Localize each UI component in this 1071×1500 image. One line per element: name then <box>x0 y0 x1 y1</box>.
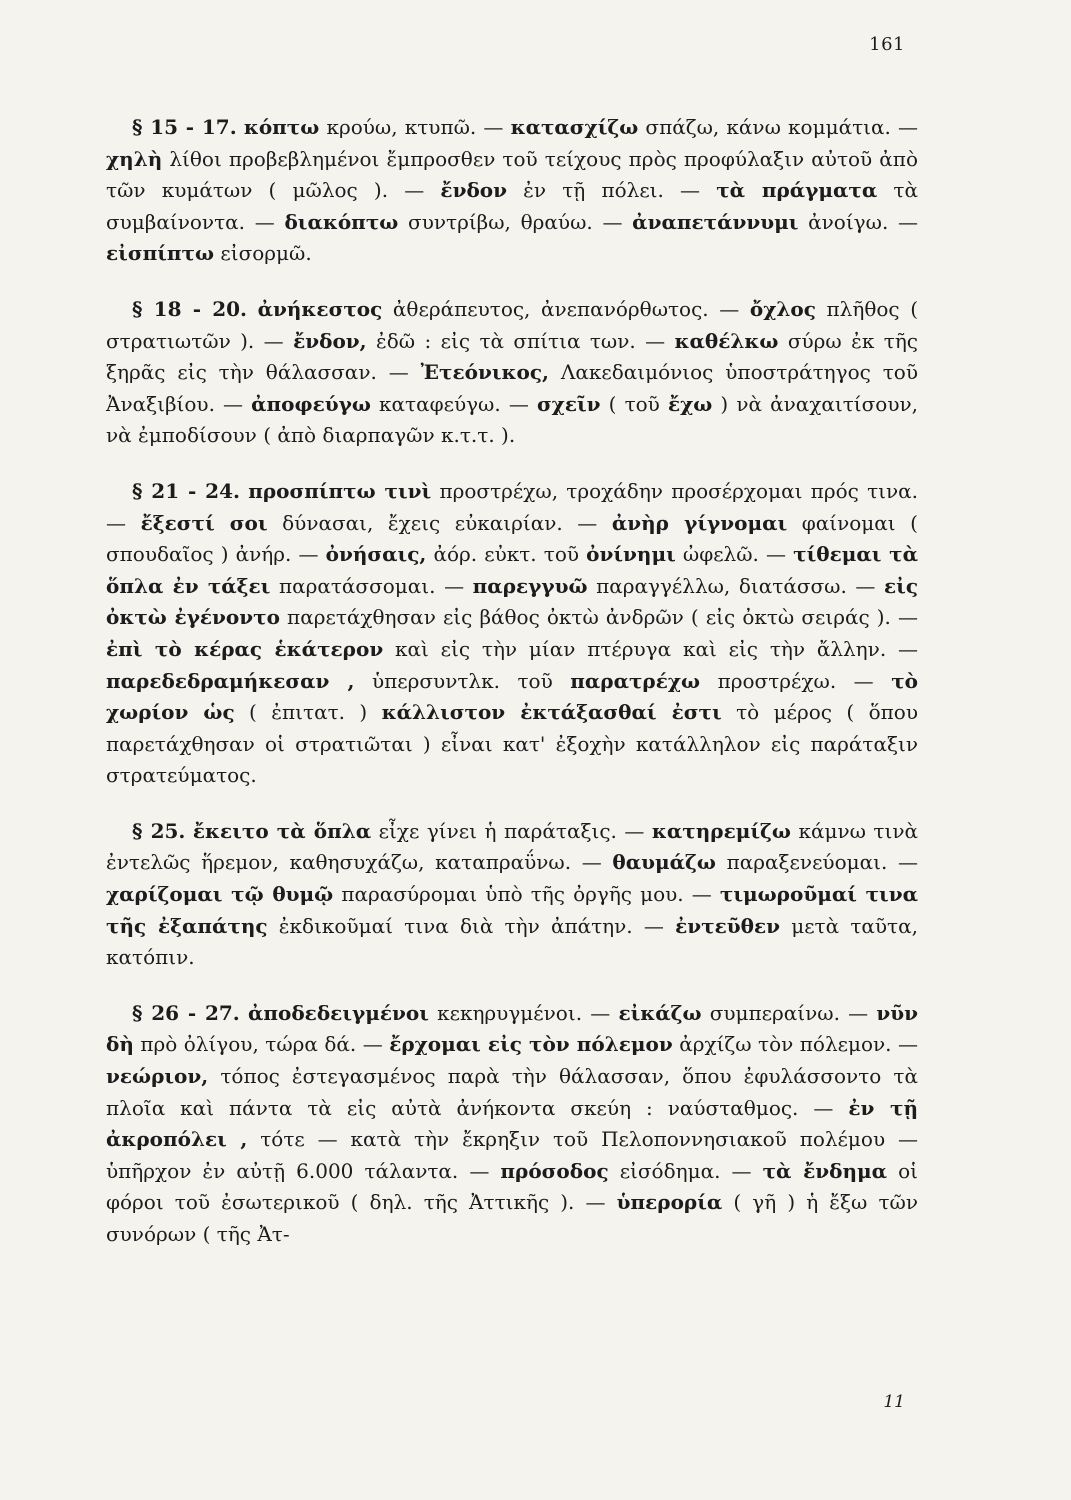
definition: ἐν τῇ πόλει. — <box>507 178 717 203</box>
section-18-20 <box>106 294 918 452</box>
lemma: ὀνήσαις, <box>325 542 427 567</box>
definition: κεκηρυγμένοι. — <box>428 1000 619 1025</box>
definition: καὶ εἰς τὴν μίαν πτέρυγα καὶ εἰς τὴν ἄλλην. — <box>383 636 918 661</box>
lemma: ἔκειτο τὰ ὅπλα <box>192 818 372 843</box>
page-number: 161 <box>869 34 905 55</box>
lemma: παρεγγυῶ <box>472 573 588 598</box>
section-26-27 <box>106 998 918 1251</box>
definition: πρὸ ὀλίγου, τώρα δά. — <box>133 1032 390 1057</box>
lemma: χηλὴ <box>106 146 163 171</box>
lemma: σχεῖν <box>536 391 601 416</box>
lemma: ἐν τῇ ἀκροπόλει , <box>106 1095 918 1152</box>
definition: ἀθεράπευτος, ἀνεπανόρθωτος. — <box>382 296 750 321</box>
definition: οἱ φόροι τοῦ ἐσωτερικοῦ ( δηλ. τῆς Ἀττικῆς ). — <box>106 1158 919 1215</box>
definition: παρετάχθησαν εἰς βάθος ὀκτὼ ἀνδρῶν ( εἰς ὀκτὼ σειράς ). — <box>279 605 919 630</box>
lemma: ἔρχομαι εἰς τὸν πόλεμον <box>389 1032 673 1057</box>
section-text <box>106 816 918 974</box>
definition: ( γῆ ) ἡ ἔξω τῶν συνόρων ( τῆς Ἀτ- <box>106 1190 918 1246</box>
definition: προστρέχω, τροχάδην προσέρχομαι πρός τινα. — <box>106 478 918 535</box>
lemma: εἰσπίπτω <box>106 241 215 266</box>
lemma: ἀποφεύγω <box>251 391 371 416</box>
section-25 <box>106 816 918 974</box>
lemma: προσπίπτω τινὶ <box>248 478 432 503</box>
definition: Λακεδαιμόνιος ὑποστράτηγος τοῦ Ἀναξιβίου. — <box>106 360 918 416</box>
lemma: ἀνὴρ γίγνομαι <box>611 510 788 535</box>
lemma: νῦν δὴ <box>106 1000 918 1057</box>
section-number: § 15 - 17. <box>132 115 237 139</box>
definition: ἀνοίγω. — <box>798 209 919 234</box>
lemma: τὸ χωρίον ὡς <box>106 668 918 725</box>
lemma: τὰ ἔνδημα <box>762 1158 888 1183</box>
lemma: χαρίζομαι τῷ θυμῷ <box>106 882 334 907</box>
section-number: § 21 - 24. <box>132 478 240 503</box>
definition: εἶχε γίνει ἡ παράταξις. — <box>371 818 652 843</box>
lemma: παρατρέχω <box>570 668 701 693</box>
definition: ὑπερσυντλκ. τοῦ <box>354 668 571 693</box>
definition: ἀρχίζω τὸν πόλεμον. — <box>672 1032 918 1057</box>
section-text <box>106 998 918 1251</box>
definition: σπάζω, κάνω κομμάτια. — <box>638 115 918 139</box>
section-number: § 25. <box>132 818 186 843</box>
definition: ὠφελῶ. — <box>675 542 794 567</box>
definition: σύρω ἐκ τῆς ξηρᾶς εἰς τὴν θάλασσαν. — <box>106 328 919 385</box>
lemma: καθέλκω <box>674 328 779 353</box>
definition: εἰσόδημα. — <box>608 1158 763 1183</box>
lemma: τίθεμαι τὰ ὅπλα ἐν τάξει <box>106 542 919 598</box>
definition: ( τοῦ <box>600 391 668 416</box>
lemma: Ἐτεόνικος, <box>420 360 549 385</box>
lemma: εἰς ὀκτὼ ἐγένοντο <box>106 573 919 630</box>
section-text <box>106 294 918 452</box>
lemma: κατηρεμίζω <box>651 818 791 843</box>
lemma: νεώριον, <box>106 1064 209 1089</box>
lemma: ἀποδεδειγμένοι <box>247 1000 429 1025</box>
definition: τὸ μέρος ( ὅπου παρετάχθησαν οἱ στρατιῶται ) εἶναι κατ' ἐξοχὴν κατάλληλον εἰς παράταξιν στρατεύματος. <box>106 700 918 788</box>
definition: ἐκδικοῦμαί τινα διὰ τὴν ἀπάτην. — <box>267 913 676 938</box>
lemma: ὄχλος <box>749 296 816 321</box>
lemma: πρόσοδος <box>500 1158 609 1183</box>
lemma: θαυμάζω <box>612 850 716 875</box>
lemma: ὑπερορία <box>616 1190 723 1215</box>
lemma: ἔνδον <box>440 178 508 203</box>
definition: παραξενεύομαι. — <box>715 850 918 875</box>
section-text <box>106 476 918 792</box>
definition: συμπεραίνω. — <box>701 1000 877 1025</box>
section-text <box>106 112 918 270</box>
definition: πλῆθος ( στρατιωτῶν ). — <box>106 296 919 353</box>
page-body <box>106 112 918 1275</box>
definition: συντρίβω, θραύω. — <box>398 209 633 234</box>
definition: καταφεύγω. — <box>370 391 537 416</box>
section-number: § 18 - 20. <box>132 296 248 321</box>
definition: δύνασαι, ἔχεις εὐκαιρίαν. — <box>267 510 612 535</box>
definition: κάμνω τινὰ ἐντελῶς ἥρεμον, καθησυχάζω, καταπραΰνω. — <box>106 818 919 875</box>
definition: κρούω, κτυπῶ. — <box>319 115 511 139</box>
lemma: παρεδεδραμήκεσαν , <box>106 668 355 693</box>
definition: ( ἐπιτατ. ) <box>234 700 382 725</box>
definition: εἰσορμῶ. <box>214 241 312 266</box>
lemma: τιμωροῦμαί τινα τῆς ἐξαπάτης <box>106 882 919 938</box>
lemma: κόπτω <box>243 115 320 139</box>
lemma: ἔξεστί σοι <box>140 510 268 535</box>
lemma: ἀναπετάννυμι <box>632 209 799 234</box>
lemma: ἀνήκεστος <box>257 296 383 321</box>
lemma: κάλλιστον ἐκτάξασθαί ἐστι <box>381 700 722 725</box>
definition: παραγγέλλω, διατάσσω. — <box>587 573 884 598</box>
lemma: ἔνδον, <box>293 328 367 353</box>
lemma: ἐπὶ τὸ κέρας ἑκάτερον <box>106 636 384 661</box>
lemma: τὰ πράγματα <box>716 178 878 203</box>
lemma: κατασχίζω <box>510 115 639 139</box>
lemma: διακόπτω <box>284 209 399 234</box>
lemma: ἐντεῦθεν <box>675 913 780 938</box>
definition: τὰ συμβαίνοντα. — <box>106 178 918 234</box>
definition: τότε — κατὰ τὴν ἔκρηξιν τοῦ Πελοποννησιακοῦ πολέμου — ὑπῆρχον ἐν αὐτῇ 6.000 τάλαντα. — <box>106 1127 918 1183</box>
lemma: ὀνίνημι <box>586 542 676 567</box>
definition: προστρέχω. — <box>700 668 892 693</box>
definition: ) νὰ ἀναχαιτίσουν, νὰ ἐμποδίσουν ( ἀπὸ διαρπαγῶν κ.τ.τ. ). <box>106 391 919 448</box>
definition: λίθοι προβεβλημένοι ἔμπροσθεν τοῦ τείχους πρὸς προφύλαξιν αὐτοῦ ἀπὸ τῶν κυμάτων ( μῶλος ). — <box>106 146 918 203</box>
signature-mark: 11 <box>883 1392 905 1412</box>
definition: ἐδῶ : εἰς τὰ σπίτια των. — <box>366 328 675 353</box>
lemma: εἰκάζω <box>618 1000 702 1025</box>
section-21-24 <box>106 476 918 792</box>
definition: ἀόρ. εὐκτ. τοῦ <box>426 542 587 567</box>
definition: παρατάσσομαι. — <box>270 573 473 598</box>
section-number: § 26 - 27. <box>132 1000 240 1025</box>
definition: τόπος ἐστεγασμένος παρὰ τὴν θάλασσαν, ὅπου ἐφυλάσσοντο τὰ πλοῖα καὶ πάντα τὰ εἰς αὐτὰ ἀνήκοντα σκεύη : ναύσταθμος. — <box>106 1064 918 1120</box>
lemma: ἔχω <box>667 391 713 416</box>
definition: μετὰ ταῦτα, κατόπιν. <box>106 913 918 970</box>
section-15-17 <box>106 112 918 270</box>
definition: παρασύρομαι ὑπὸ τῆς ὀργῆς μου. — <box>333 882 720 907</box>
definition: φαίνομαι ( σπουδαῖος ) ἀνήρ. — <box>106 510 918 567</box>
